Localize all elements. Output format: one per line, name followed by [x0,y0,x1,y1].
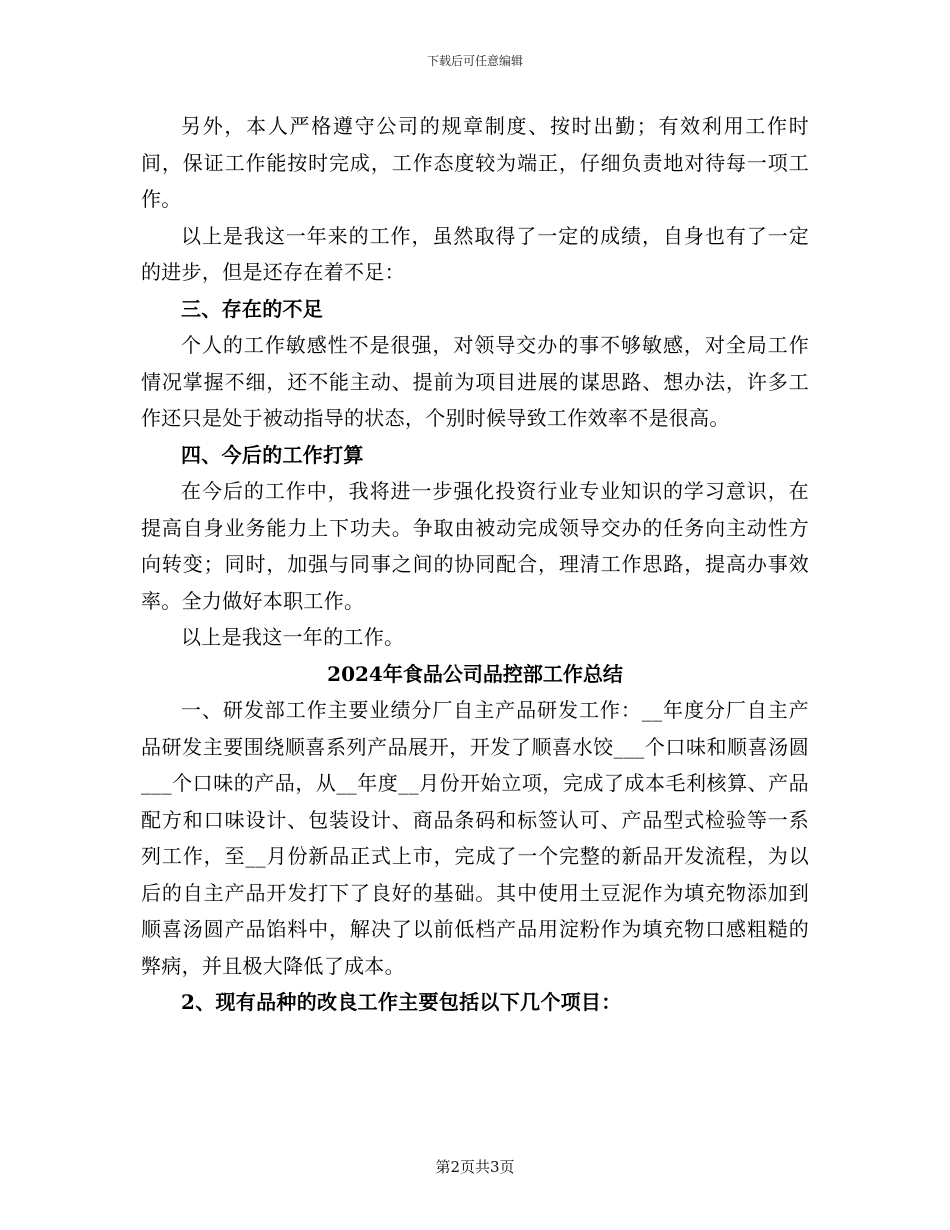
heading-shortcomings: 三、存在的不足 [181,296,324,321]
heading-future-plans: 四、今后的工作打算 [181,442,364,467]
heading-product-improvement: 2、现有品种的改良工作主要包括以下几个项目： [181,990,622,1014]
paragraph-rd-achievements: 一、研发部工作主要业绩分厂自主产品研发工作：__年度分厂自主产品研发主要围绕顺喜系列产品展开，开发了顺喜水饺___个口味和顺喜汤圆___个口味的产品，从__年度__月份开始立项，完成了成本毛利核算、产品配方和口味设计、包装设计、商品条码和标签认可、产品型式检验等一系列工作，至__月份新品正式上市，完成了一个完整的新品开发流程，为以后的自主产品开发打下了良好的基础。其中使用土豆泥作为填充物添加到顺喜汤圆产品馅料中，解决了以前低档产品用淀粉作为填充物口感粗糙的弊病，并且极大降低了成本。 [141,698,809,978]
paragraph-shortcomings: 个人的工作敏感性不是很强，对领导交办的事不够敏感，对全局工作情况掌握不细，还不能主动、提前为项目进展的谋思路、想办法，许多工作还只是处于被动指导的状态，个别时候导致工作效率不是很高。 [141,333,809,430]
page-number: 第2页共3页 [435,1158,515,1176]
paragraph-summary-transition: 以上是我这一年来的工作，虽然取得了一定的成绩，自身也有了一定的进步，但是还存在着不足： [141,223,809,284]
paragraph-closing: 以上是我这一年的工作。 [181,625,405,649]
document-body [141,108,809,1021]
paragraph-attendance: 另外，本人严格遵守公司的规章制度、按时出勤；有效利用工作时间，保证工作能按时完成，工作态度较为端正，仔细负责地对待每一项工作。 [141,114,809,211]
paragraph-future-plans: 在今后的工作中，我将进一步强化投资行业专业知识的学习意识，在提高自身业务能力上下功夫。争取由被动完成领导交办的任务向主动性方向转变；同时，加强与同事之间的协同配合，理清工作思路，提高办事效率。全力做好本职工作。 [141,479,809,613]
page-header-note: 下载后可任意编辑 [426,54,523,68]
document-title: 2024年食品公司品控部工作总结 [327,661,623,686]
